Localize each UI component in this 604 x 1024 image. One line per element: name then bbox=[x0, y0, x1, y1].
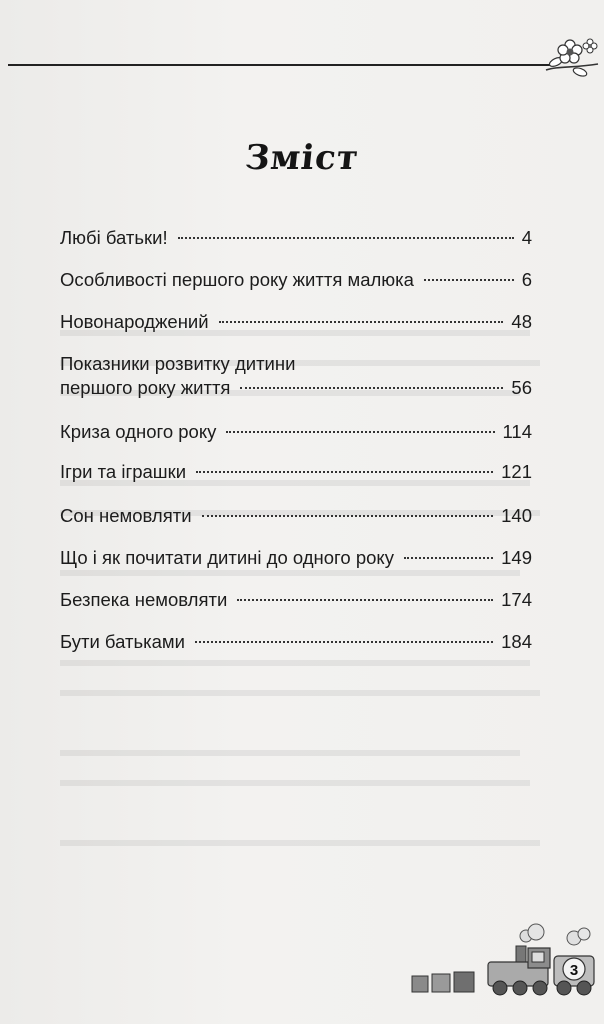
toc-entry[interactable] bbox=[60, 420, 532, 444]
toc-entry-page: 140 bbox=[501, 505, 532, 526]
toc-entry-title: Криза одного року bbox=[60, 421, 217, 442]
dot-leader bbox=[237, 599, 493, 601]
toc-entry-page: 6 bbox=[521, 269, 532, 290]
toc-entry-title: Безпека немовляти bbox=[60, 589, 228, 610]
dot-leader bbox=[196, 471, 493, 473]
toc-entry-title: Що і як почитати дитині до одного року bbox=[60, 547, 394, 568]
toy-blocks-icon bbox=[412, 972, 474, 992]
toc-entry[interactable] bbox=[60, 504, 532, 528]
toc-entry-page: 184 bbox=[501, 631, 532, 652]
toc-entry-title: Особливості першого року життя малюка bbox=[60, 269, 414, 290]
toc-entry[interactable] bbox=[60, 460, 532, 484]
page-title: Зміст bbox=[243, 138, 361, 178]
toc-entry-title: Новонароджений bbox=[60, 311, 209, 332]
toc-entry-title: Любі батьки! bbox=[60, 227, 168, 248]
toc-entry-page: 149 bbox=[501, 547, 532, 568]
toc-entry-title: Бути батьками bbox=[60, 631, 185, 652]
toc-entry-page: 174 bbox=[501, 589, 532, 610]
dot-leader bbox=[219, 321, 504, 323]
dot-leader bbox=[178, 237, 514, 239]
toy-train-icon bbox=[488, 924, 594, 995]
header-rule bbox=[8, 64, 553, 66]
flower-icon bbox=[544, 38, 600, 78]
toc-entry[interactable] bbox=[60, 310, 532, 334]
toc-entry-page: 4 bbox=[521, 227, 532, 248]
toc-entry-page: 114 bbox=[502, 421, 532, 442]
toc-entry[interactable] bbox=[60, 588, 532, 612]
toc-entry[interactable] bbox=[60, 546, 532, 570]
dot-leader bbox=[202, 515, 494, 517]
dot-leader bbox=[226, 431, 494, 433]
dot-leader bbox=[424, 279, 514, 281]
dot-leader bbox=[240, 387, 503, 389]
toc-entry-title: Сон немовляти bbox=[60, 505, 192, 526]
toc-entry-title: Показники розвитку дитини bbox=[60, 353, 296, 374]
page-number: 3 bbox=[569, 962, 579, 979]
toc-entry-page: 48 bbox=[511, 311, 532, 332]
dot-leader bbox=[404, 557, 493, 559]
toc-entry[interactable] bbox=[60, 226, 532, 250]
toc-entry-page: 121 bbox=[501, 461, 532, 482]
toy-train-decoration bbox=[408, 922, 598, 1002]
toc-entry-title: Ігри та іграшки bbox=[60, 461, 187, 482]
toc-entry-page: 56 bbox=[511, 377, 532, 398]
toc-entry[interactable] bbox=[60, 352, 532, 400]
toc-entry[interactable] bbox=[60, 630, 532, 654]
toc-entry-title-continued: першого року життя bbox=[60, 377, 231, 398]
dot-leader bbox=[195, 641, 493, 643]
toc-entry[interactable] bbox=[60, 268, 532, 292]
